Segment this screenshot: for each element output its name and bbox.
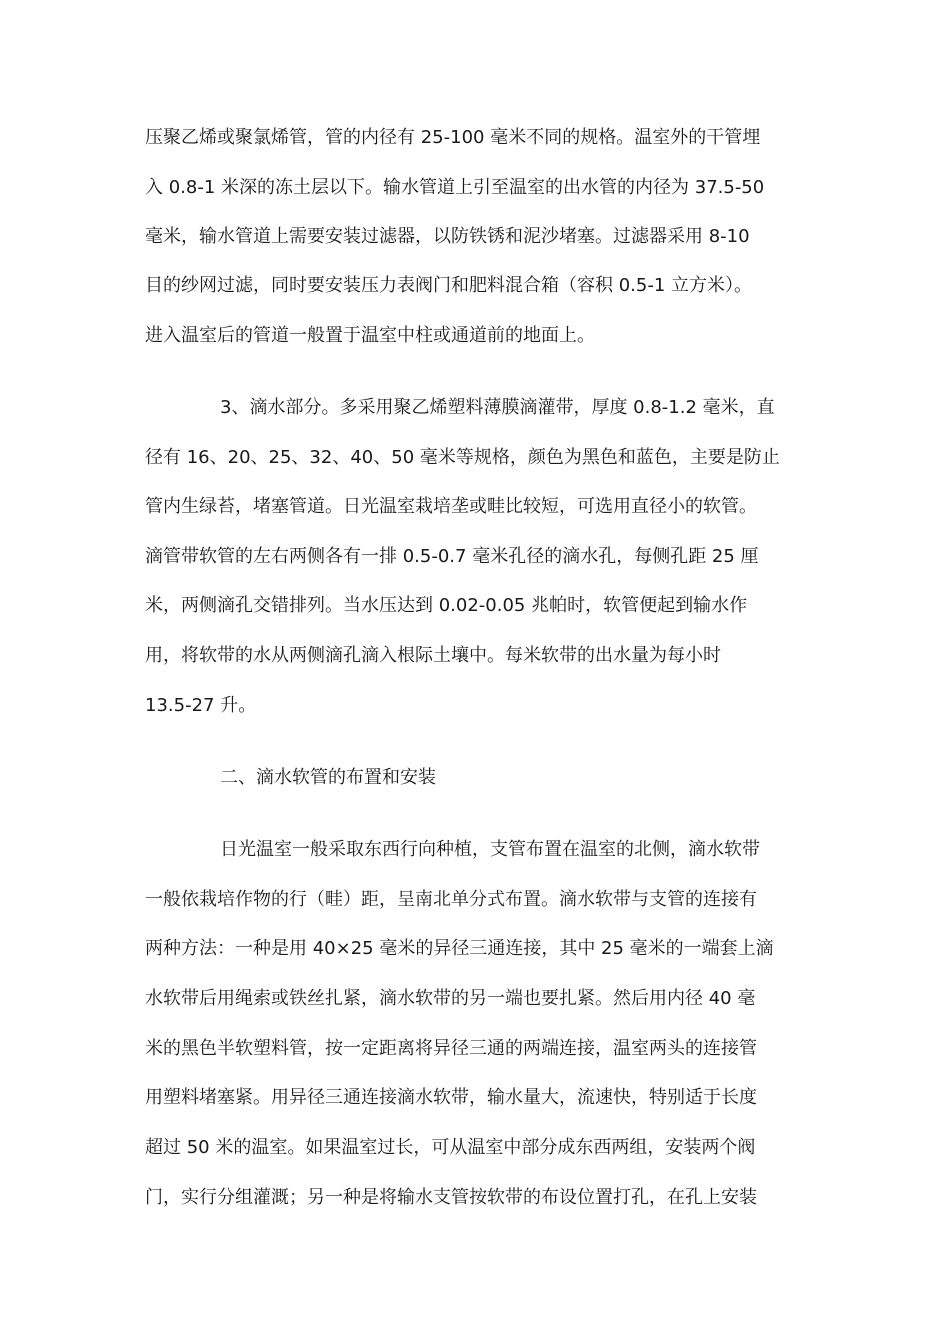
text-line: 米的黑色半软塑料管，按一定距离将异径三通的两端连接，温室两头的连接管	[145, 1038, 757, 1059]
text-line: 径有 16、20、25、32、40、50 毫米等规格，颜色为黑色和蓝色，主要是防止	[145, 447, 780, 468]
text-line: 一般依栽培作物的行（畦）距，呈南北单分式布置。滴水软带与支管的连接有	[145, 889, 757, 910]
text-line: 超过 50 米的温室。如果温室过长，可从温室中部分成东西两组，安装两个阀	[145, 1137, 756, 1158]
text-line: 目的纱网过滤，同时要安装压力表阀门和肥料混合箱（容积 0.5-1 立方米）。	[145, 275, 753, 296]
text-line: 入 0.8-1 米深的冻土层以下。输水管道上引至温室的出水管的内径为 37.5-50	[145, 177, 765, 198]
text-line: 进入温室后的管道一般置于温室中柱或通道前的地面上。	[145, 325, 595, 346]
heading-text: 二、滴水软管的布置和安装	[220, 767, 436, 788]
text-line: 压聚乙烯或聚氯烯管，管的内径有 25-100 毫米不同的规格。温室外的干管埋	[145, 127, 761, 148]
text-line: 米，两侧滴孔交错排列。当水压达到 0.02-0.05 兆帕时，软管便起到输水作	[145, 595, 748, 616]
text-line: 毫米，输水管道上需要安装过滤器，以防铁锈和泥沙堵塞。过滤器采用 8-10	[145, 226, 750, 247]
text-line: 两种方法：一种是用 40×25 毫米的异径三通连接，其中 25 毫米的一端套上滴	[145, 938, 774, 959]
text-line: 日光温室一般采取东西行向种植，支管布置在温室的北侧，滴水软带	[220, 839, 760, 860]
text-line: 水软带后用绳索或铁丝扎紧，滴水软带的另一端也要扎紧。然后用内径 40 毫	[145, 988, 756, 1009]
text-line: 13.5-27 升。	[145, 695, 257, 716]
text-line: 3、滴水部分。多采用聚乙烯塑料薄膜滴灌带，厚度 0.8-1.2 毫米，直	[220, 397, 775, 418]
text-line: 用塑料堵塞紧。用异径三通连接滴水软带，输水量大，流速快，特别适于长度	[145, 1087, 757, 1108]
text-line: 用，将软带的水从两侧滴孔滴入根际土壤中。每米软带的出水量为每小时	[145, 645, 721, 666]
text-line: 门，实行分组灌溉；另一种是将输水支管按软带的布设位置打孔，在孔上安装	[145, 1187, 757, 1208]
text-line: 管内生绿苔，堵塞管道。日光温室栽培垄或畦比较短，可选用直径小的软管。	[145, 496, 757, 517]
text-line: 滴管带软管的左右两侧各有一排 0.5-0.7 毫米孔径的滴水孔，每侧孔距 25 厘	[145, 546, 759, 567]
